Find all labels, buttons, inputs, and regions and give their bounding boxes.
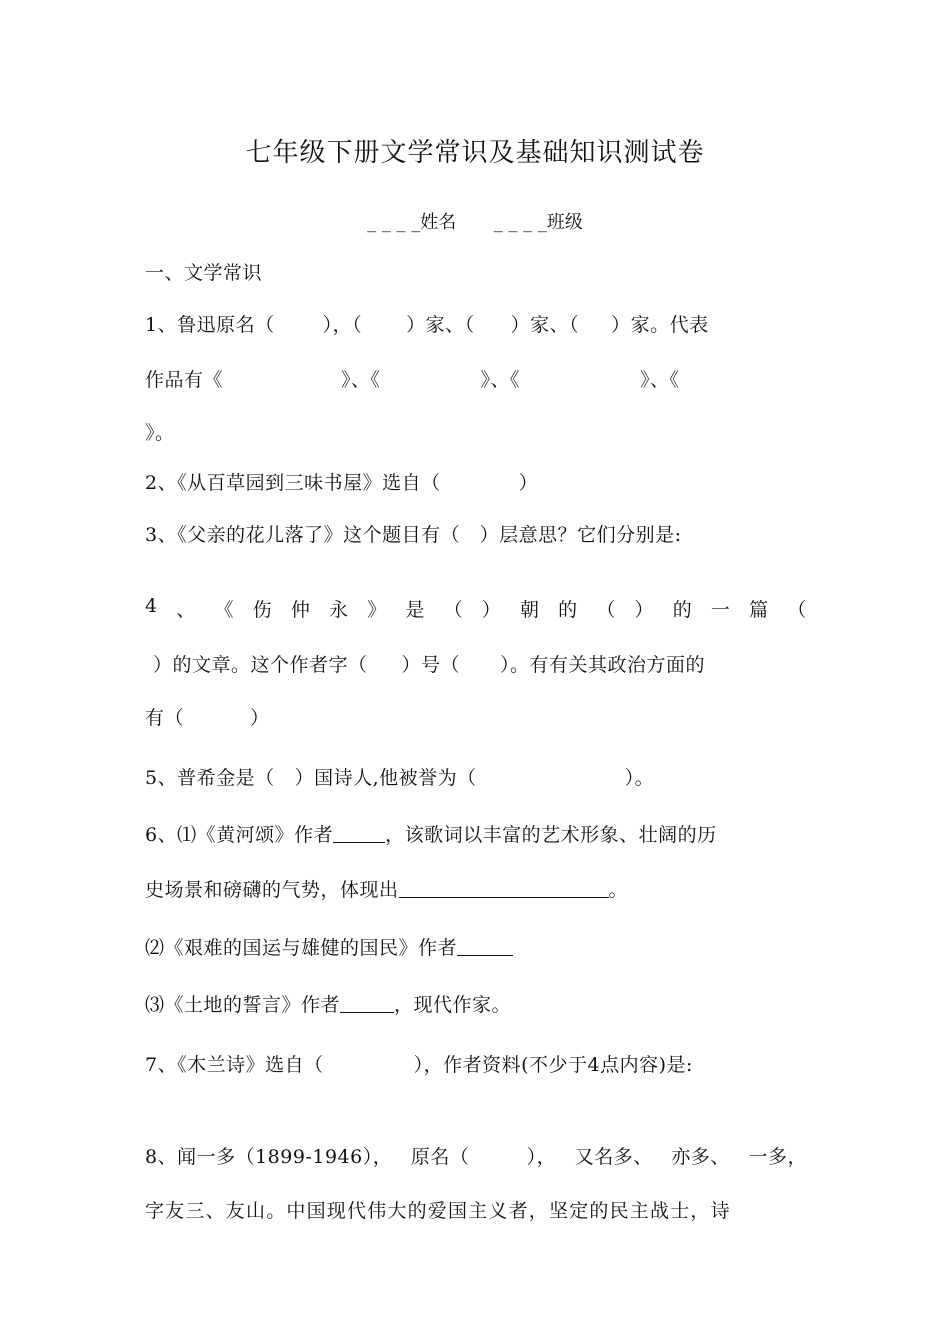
class-blank[interactable]: _ _ _ _ — [493, 212, 547, 233]
question-3: 3、《父亲的花儿落了》这个题目有（ ）层意思？它们分别是: — [145, 524, 682, 546]
question-6-line-4: ⑶《土地的誓言》作者 ，现代作家。 — [145, 994, 512, 1016]
question-1-line-2: 作品有《 》、《 》、《 》、《 — [145, 369, 680, 391]
answer-underline[interactable] — [457, 937, 513, 956]
section-heading: 一、文学常识 — [145, 262, 263, 284]
name-blank[interactable]: _ _ _ _ — [367, 212, 421, 233]
question-6-line-3: ⑵《艰难的国运与雄健的国民》作者 — [145, 933, 807, 960]
question-1-line-3: 》。 — [145, 422, 175, 444]
question-8-line-1: 8、闻一多（1899-1946）， 原名（ ）， 又名多、 亦多、 一多， — [145, 1142, 807, 1169]
question-4-line-1: 4 、 《 伤 仲 永 》 是 （ ） 朝 的 （ ） 的 一 篇 （ — [145, 595, 807, 621]
question-1-line-1: 1、鲁迅原名（ ），（ ）家、（ ）家、（ ）家。代表 — [145, 314, 709, 336]
class-label: 班级 — [546, 212, 583, 233]
question-5: 5、普希金是（ ）国诗人,他被誉为（ ）。 — [145, 767, 655, 789]
name-label: 姓名 — [420, 212, 457, 233]
question-6-line-2: 史场景和磅礴的气势，体现出 。 — [145, 879, 629, 901]
question-4-line-2: ）的文章。这个作者字（ ）号（ ）。有有关其政治方面的 — [153, 654, 706, 676]
name-class-line — [0, 208, 950, 234]
page-title: 七年级下册文学常识及基础知识测试卷 — [245, 138, 705, 168]
answer-underline[interactable] — [340, 994, 394, 1013]
question-2: 2、《从百草园到三味书屋》选自（ ） — [145, 472, 539, 494]
answer-underline[interactable] — [333, 824, 385, 843]
question-8-line-2: 字友三、友山。中国现代伟大的爱国主义者，坚定的民主战士，诗 — [145, 1200, 731, 1222]
question-6-line-1: 6、⑴《黄河颂》作者 ，该歌词以丰富的艺术形象、壮阔的历 — [145, 824, 717, 846]
answer-underline[interactable] — [399, 879, 609, 898]
question-4-line-3: 有（ ） — [145, 707, 270, 729]
question-7: 7、《木兰诗》选自（ ），作者资料(不少于4点内容)是: — [145, 1054, 693, 1076]
answer-blank[interactable] — [488, 1142, 508, 1169]
